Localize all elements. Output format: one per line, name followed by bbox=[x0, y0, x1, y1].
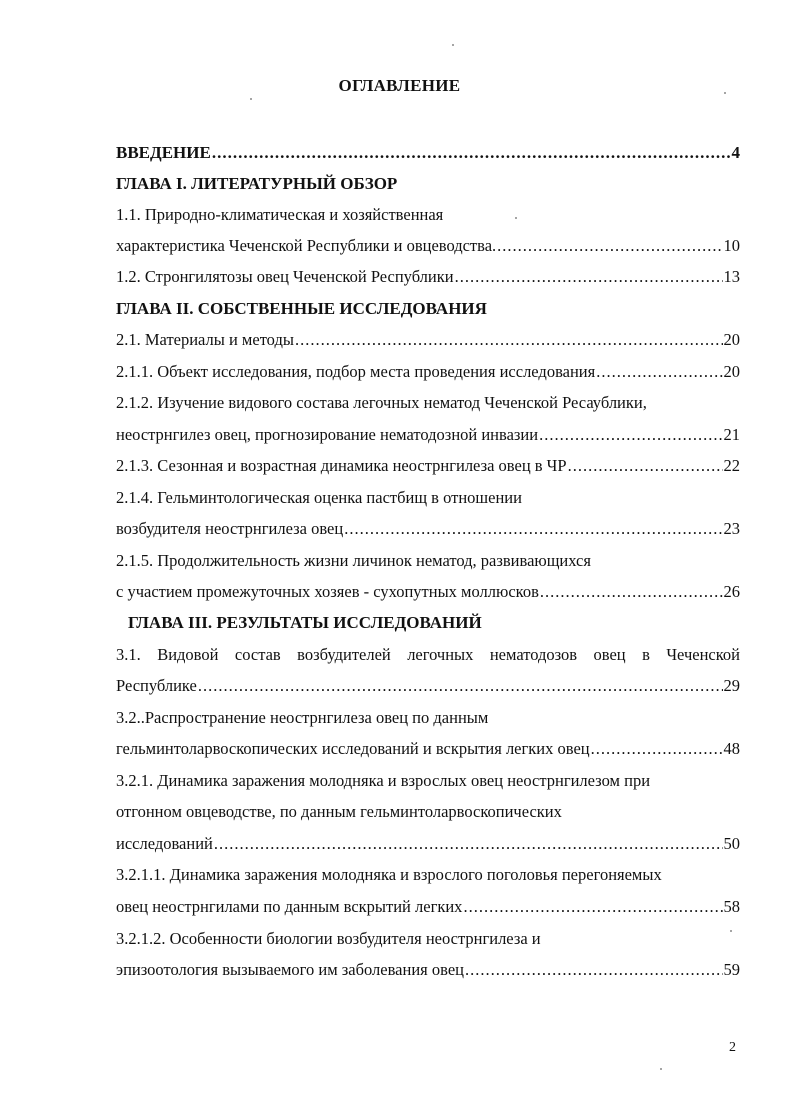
toc-entry-page: 59 bbox=[723, 960, 740, 979]
toc-entry-text: неострнгилез овец, прогнозирование нематодозной инвазии bbox=[116, 425, 539, 444]
toc-entry-text: исследований bbox=[116, 834, 213, 853]
toc-entry-page: 58 bbox=[723, 897, 740, 916]
toc-entry-text: 3.1. Видовой состав возбудителей легочных нематодозов овец в Чеченской bbox=[116, 645, 740, 664]
toc-entry-text: отгонном овцеводстве, по данным гельминтоларвоскопических bbox=[116, 802, 562, 821]
toc-entry-text: ВВЕДЕНИЕ bbox=[116, 143, 211, 162]
toc-entry-text: 2.1.2. Изучение видового состава легочных нематод Чеченской Ресаублики, bbox=[116, 393, 647, 412]
toc-chapter-heading: ГЛАВА II. СОБСТВЕННЫЕ ИССЛЕДОВАНИЯ bbox=[116, 299, 487, 318]
scan-speck bbox=[730, 930, 732, 932]
toc-entry-text: эпизоотология вызываемого им заболевания овец bbox=[116, 960, 464, 979]
toc-chapter-heading: ГЛАВА I. ЛИТЕРАТУРНЫЙ ОБЗОР bbox=[116, 174, 398, 193]
toc-entry bbox=[116, 737, 740, 761]
toc-entry-text: 3.2..Распространение неострнгилеза овец по данным bbox=[116, 708, 489, 727]
toc-entry bbox=[116, 360, 740, 384]
toc-entry-page: 26 bbox=[723, 582, 740, 601]
toc-entry-text: 2.1. Материалы и методы bbox=[116, 330, 294, 349]
toc-entry-page: 13 bbox=[723, 267, 740, 286]
toc-entry bbox=[116, 265, 740, 289]
page-number: 2 bbox=[729, 1040, 736, 1055]
toc-entry-text: характеристика Чеченской Республики и овцеводства. bbox=[116, 236, 497, 255]
toc-entry-text: гельминтоларвоскопических исследований и вскрытия легких овец bbox=[116, 739, 590, 758]
toc-entry-text: 2.1.3. Сезонная и возрастная динамика неострнгилеза овец в ЧР bbox=[116, 456, 567, 475]
toc-entry-intro bbox=[116, 141, 740, 165]
toc-entry-page: 10 bbox=[723, 236, 740, 255]
scan-speck bbox=[515, 217, 517, 219]
toc-entry-text: 2.1.1. Объект исследования, подбор места проведения исследования bbox=[116, 362, 596, 381]
toc-entry-page: 21 bbox=[723, 425, 740, 444]
scan-speck bbox=[724, 92, 726, 94]
toc-entry-page: 29 bbox=[723, 676, 740, 695]
scan-speck bbox=[452, 44, 454, 46]
toc-entry bbox=[116, 454, 740, 478]
toc-chapter-heading: ГЛАВА III. РЕЗУЛЬТАТЫ ИССЛЕДОВАНИЙ bbox=[128, 613, 482, 632]
toc-entry-text: Республике bbox=[116, 676, 197, 695]
toc-entry-text: 3.2.1.1. Динамика заражения молодняка и взрослого поголовья перегоняемых bbox=[116, 865, 662, 884]
toc-entry-page: 22 bbox=[723, 456, 740, 475]
toc-entry-page: 50 bbox=[723, 834, 740, 853]
toc-entry bbox=[116, 958, 740, 982]
toc-entry-text: возбудителя неострнгилеза овец bbox=[116, 519, 344, 538]
toc-entry-page: 20 bbox=[723, 362, 740, 381]
toc-entry-text: 2.1.5. Продолжительность жизни личинок нематод, развивающихся bbox=[116, 551, 591, 570]
toc-entry bbox=[116, 423, 740, 447]
toc-entry-page: 4 bbox=[731, 143, 740, 162]
toc-entry-text: 3.2.1.2. Особенности биологии возбудителя неострнгилеза и bbox=[116, 929, 541, 948]
toc-entry-text: овец неострнгилами по данным вскрытий легких bbox=[116, 897, 463, 916]
toc-entry-text: 1.1. Природно-климатическая и хозяйственная bbox=[116, 205, 444, 224]
toc-entry-text: 1.2. Стронгилятозы овец Чеченской Республики bbox=[116, 267, 454, 286]
toc-entry bbox=[116, 895, 740, 919]
toc-entry-page: 48 bbox=[723, 739, 740, 758]
toc-entry bbox=[116, 234, 740, 258]
toc-entry bbox=[116, 517, 740, 541]
toc-entry-page: 23 bbox=[723, 519, 740, 538]
scan-speck bbox=[250, 98, 252, 100]
toc-entry-text: 3.2.1. Динамика заражения молодняка и взрослых овец неострнгилезом при bbox=[116, 771, 651, 790]
scan-speck bbox=[660, 1068, 662, 1070]
page-title: ОГЛАВЛЕНИЕ bbox=[338, 76, 461, 95]
toc-entry bbox=[116, 674, 740, 698]
toc-entry bbox=[116, 580, 740, 604]
toc-entry-page: 20 bbox=[723, 330, 740, 349]
toc-entry bbox=[116, 832, 740, 856]
toc-entry-text: с участием промежуточных хозяев - сухопутных моллюсков bbox=[116, 582, 539, 601]
toc-entry bbox=[116, 328, 740, 352]
toc-entry-text: 2.1.4. Гельминтологическая оценка пастбищ в отношении bbox=[116, 488, 522, 507]
